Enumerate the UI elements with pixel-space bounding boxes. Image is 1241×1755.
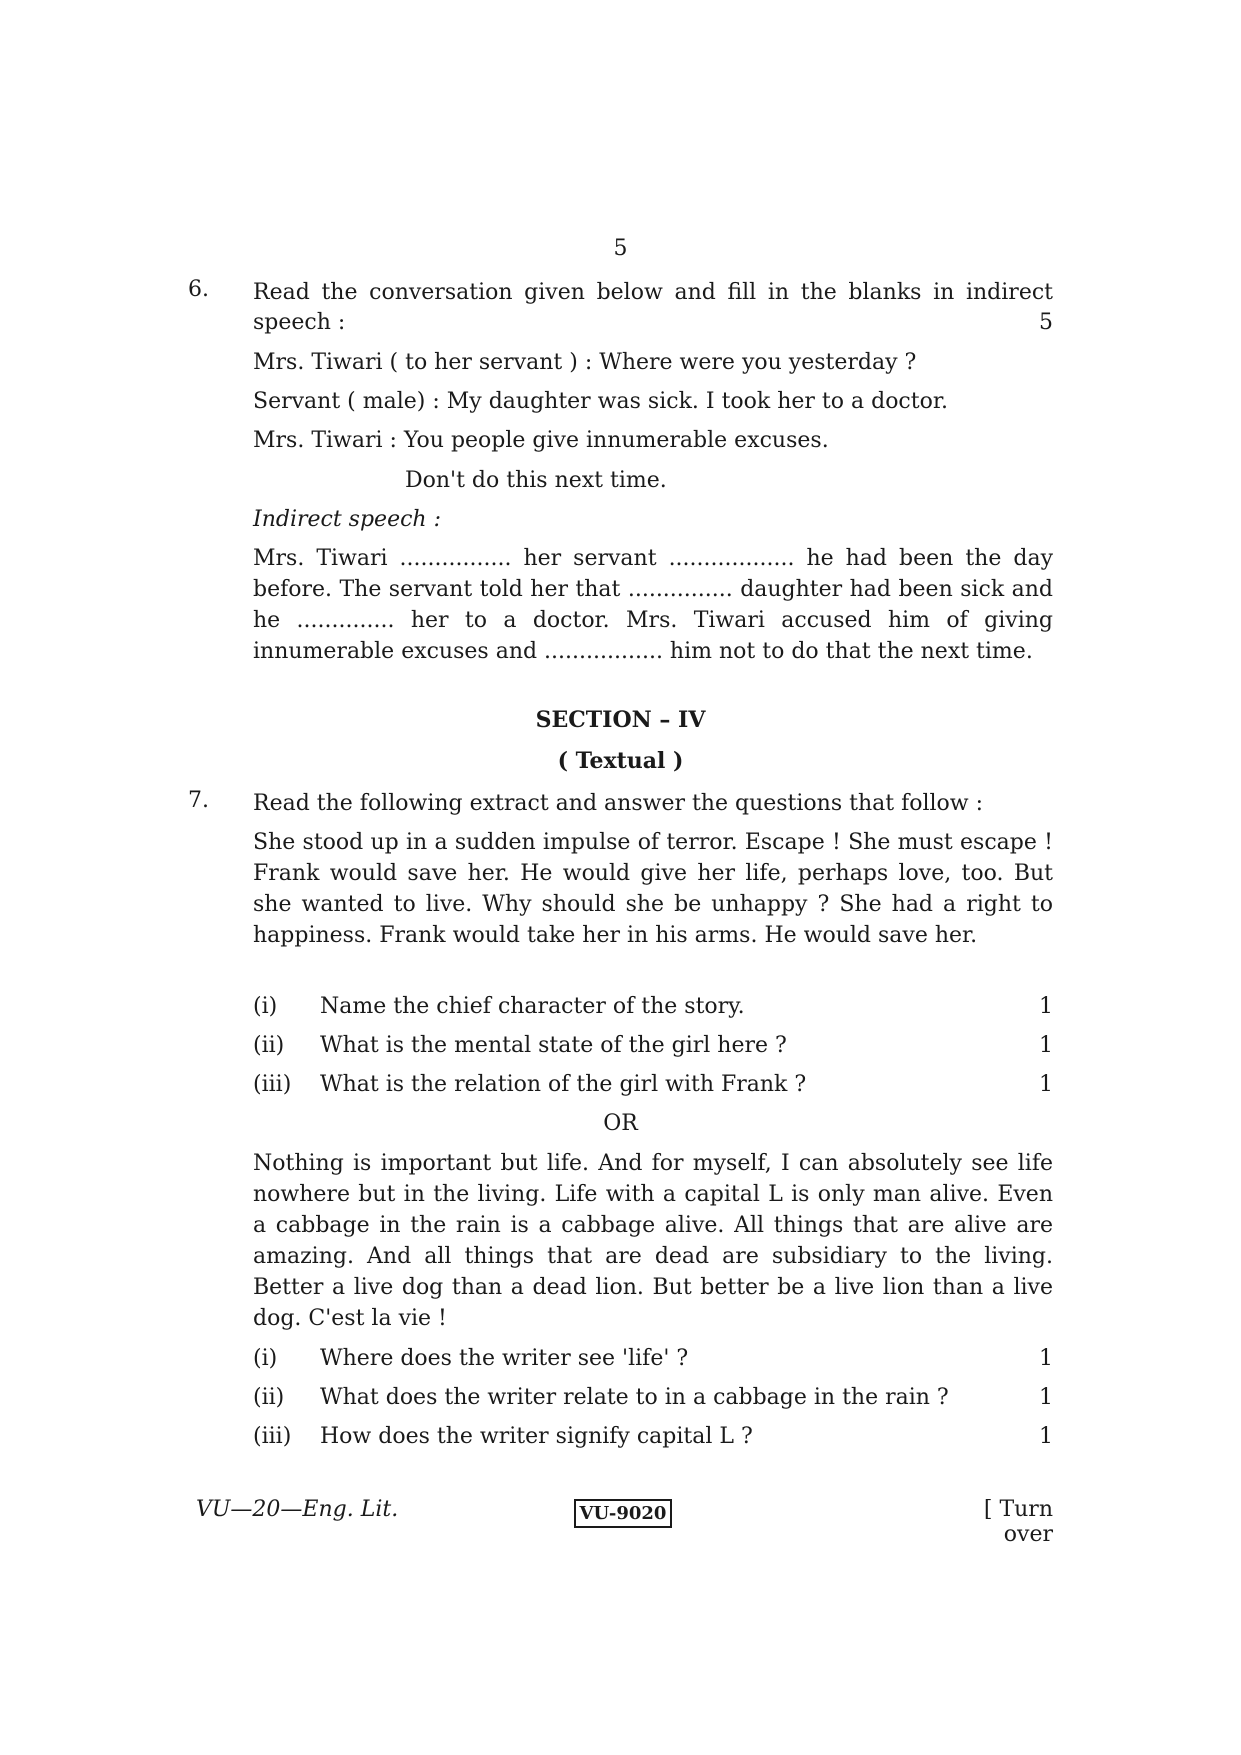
or-divider: OR [603, 1111, 638, 1136]
dialogue-line-3: Mrs. Tiwari : You people give innumerable excuses. [253, 428, 829, 453]
footer-paper-code: VU—20—Eng. Lit. [196, 1497, 399, 1522]
question-marks: 1 [1039, 1072, 1053, 1097]
question-text: What is the mental state of the girl here ? [320, 1033, 787, 1058]
question-marks: 1 [1039, 994, 1053, 1019]
question-marks: 1 [1039, 1385, 1053, 1410]
extract-2: Nothing is important but life. And for myself, I can absolutely see life nowhere but in the living. Life with a capital L is only man alive. Even a cabbage in the rain is a cabbage alive. All things that are alive are amazing. And all things that are dead are subsidiary to the living. Better a live dog than a dead lion. But better be a live lion than a live dog. C'est la vie ! [253, 1151, 1053, 1331]
question-number-6: 6. [188, 277, 209, 302]
question-text: What does the writer relate to in a cabbage in the rain ? [320, 1385, 949, 1410]
dialogue-line-4: Don't do this next time. [405, 468, 667, 493]
q7-prompt: Read the following extract and answer the questions that follow : [253, 791, 984, 816]
footer-boxed-code: VU-9020 [574, 1499, 672, 1528]
question-marks: 1 [1039, 1346, 1053, 1371]
indirect-speech-label: Indirect speech : [253, 507, 441, 532]
question-text: What is the relation of the girl with Frank ? [320, 1072, 807, 1097]
question-text: How does the writer signify capital L ? [320, 1424, 753, 1449]
question-marks: 1 [1039, 1424, 1053, 1449]
question-text: Name the chief character of the story. [320, 994, 745, 1019]
question-label: (iii) [253, 1424, 292, 1449]
question-label: (i) [253, 1346, 278, 1371]
q6-prompt-line2: speech : [253, 310, 346, 335]
question-text: Where does the writer see 'life' ? [320, 1346, 689, 1371]
question-label: (i) [253, 994, 278, 1019]
indirect-speech-paragraph: Mrs. Tiwari ................ her servant .................. he had been the day before. The servant told her that ............... daughter had been sick and he .............. her to a doctor. Mrs. Tiwari accused him of giving innumerable excuses and ................. him not to do that the next time. [253, 546, 1053, 664]
section-title: SECTION – IV [535, 707, 706, 733]
dialogue-line-1: Mrs. Tiwari ( to her servant ) : Where were you yesterday ? [253, 350, 917, 375]
dialogue-line-2: Servant ( male) : My daughter was sick. I took her to a doctor. [253, 389, 948, 414]
extract-1: She stood up in a sudden impulse of terror. Escape ! She must escape ! Frank would save her. He would give her life, perhaps love, too. But she wanted to live. Why should she be unhappy ? She had a right to happiness. Frank would take her in his arms. He would save her. [253, 830, 1053, 948]
q6-marks: 5 [1039, 310, 1053, 335]
question-marks: 1 [1039, 1033, 1053, 1058]
section-subtitle: ( Textual ) [557, 748, 684, 774]
page-number: 5 [613, 236, 628, 261]
question-label: (ii) [253, 1033, 285, 1058]
q6-prompt-line2-row [253, 307, 1053, 338]
question-number-7: 7. [188, 788, 209, 813]
q6-prompt-line1: Read the conversation given below and fill in the blanks in indirect [253, 280, 1053, 305]
question-label: (ii) [253, 1385, 285, 1410]
footer-turn-over: [ Turn over [983, 1497, 1053, 1547]
question-label: (iii) [253, 1072, 292, 1097]
